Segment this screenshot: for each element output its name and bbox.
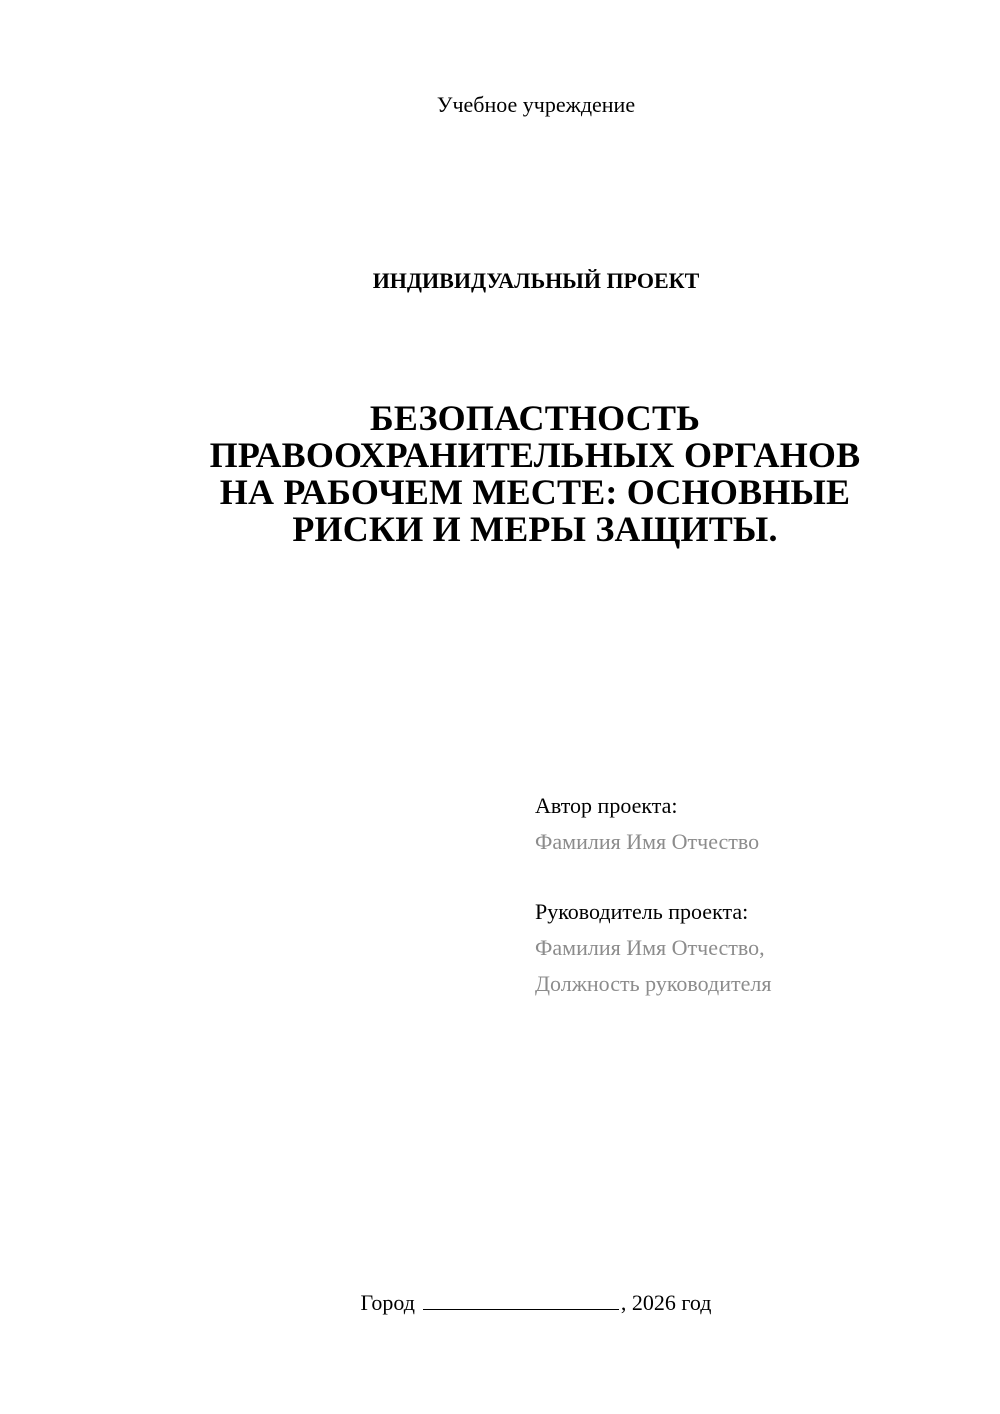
title-line-4: РИСКИ И МЕРЫ ЗАЩИТЫ. bbox=[292, 509, 778, 549]
spacer bbox=[535, 860, 975, 894]
year-text: , 2026 год bbox=[620, 1290, 712, 1315]
supervisor-name: Фамилия Имя Отчество, bbox=[535, 935, 765, 960]
title-line-3: НА РАБОЧЕМ МЕСТЕ: ОСНОВНЫЕ bbox=[219, 472, 851, 512]
project-info-block bbox=[535, 788, 975, 1002]
supervisor-position: Должность руководителя bbox=[535, 971, 772, 996]
supervisor-label: Руководитель проекта: bbox=[535, 899, 749, 924]
footer-city-year bbox=[0, 1290, 1000, 1316]
author-name: Фамилия Имя Отчество bbox=[535, 829, 760, 854]
title-line-1: БЕЗОПАСТНОСТЬ bbox=[369, 398, 701, 438]
institution-name: Учебное учреждение bbox=[436, 92, 636, 117]
project-title bbox=[170, 400, 900, 548]
document-type: ИНДИВИДУАЛЬНЫЙ ПРОЕКТ bbox=[372, 268, 700, 293]
city-label: Город bbox=[360, 1290, 415, 1315]
city-blank-line bbox=[423, 1291, 619, 1310]
author-label: Автор проекта: bbox=[535, 793, 678, 818]
title-line-2: ПРАВООХРАНИТЕЛЬНЫХ ОРГАНОВ bbox=[209, 435, 861, 475]
